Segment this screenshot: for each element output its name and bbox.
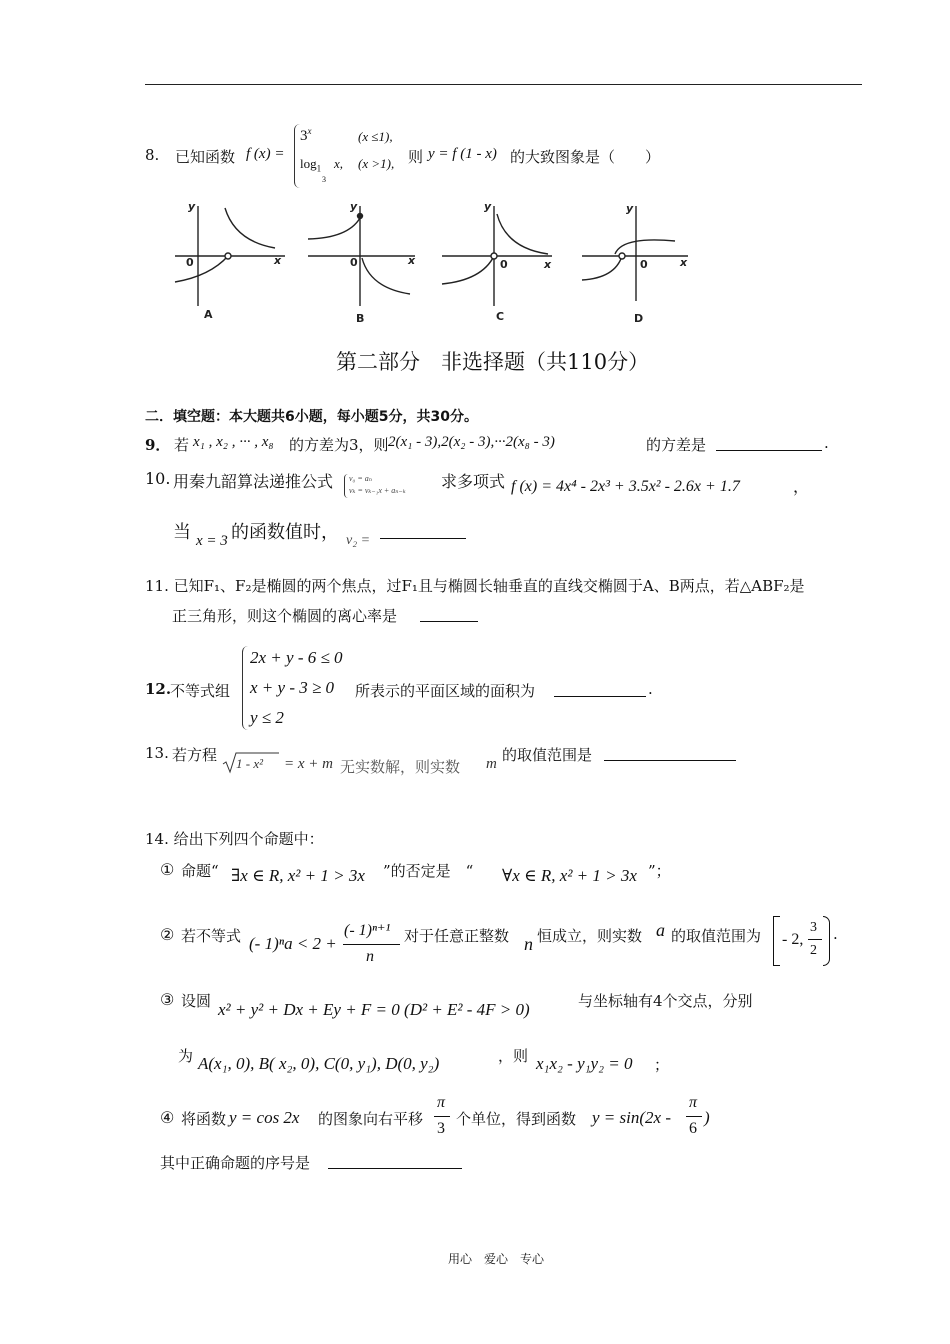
graph-b-label: B <box>356 312 365 325</box>
q10-x-value: x = 3 <box>196 533 228 549</box>
q8-case2: $\log_1$ <box>300 156 322 174</box>
graph-b-y-label: y <box>350 200 358 213</box>
q9-vars: x₁ , x₂ , ··· , x₈ <box>193 434 274 450</box>
q9-text1: 若 <box>174 436 190 454</box>
q10-brace <box>344 474 348 498</box>
q12-ineq1: 2x + y - 6 ≤ 0 <box>250 648 343 667</box>
q14-p4-text2: 的图象向右平移 <box>318 1110 424 1128</box>
q8-fx: f (x) = <box>246 146 285 162</box>
q14-answer-label: 其中正确命题的序号是 <box>160 1154 311 1172</box>
q12-number: 12. <box>145 680 172 698</box>
q10-rec1: v₀ = aₙ <box>349 474 372 483</box>
q10-line2a: 当 <box>173 522 191 543</box>
q14-p4-gden: 6 <box>689 1120 697 1137</box>
graph-a-x-label: x <box>274 254 282 267</box>
q13-answer-blank[interactable] <box>604 746 736 761</box>
q14-p2-numerator: (- 1)ⁿ⁺¹ <box>344 922 391 939</box>
q14-p4-text1: 将函数 <box>181 1110 227 1128</box>
q14-p2-mark: ② <box>160 925 175 944</box>
q14-p4-gbar <box>686 1116 702 1117</box>
q10-rec2: vₖ = vₖ₋₁x + aₙ₋ₖ <box>349 486 406 495</box>
graph-c-x-label: x <box>544 258 552 271</box>
q14-p2-denominator: n <box>366 948 374 965</box>
q13-text2: 无实数解，则实数 <box>340 758 461 776</box>
q11-line2: 正三角形，则这个椭圆的离心率是 <box>172 607 398 625</box>
q12-text2: 所表示的平面区域的面积为 <box>355 682 536 700</box>
graph-c-y-label: y <box>484 200 492 213</box>
q14-p1-text1: 命题“ <box>181 862 219 880</box>
q8-then: 则 <box>408 148 424 166</box>
graph-d <box>582 206 688 301</box>
q13-text1: 若方程 <box>172 746 218 764</box>
q12-ineq3: y ≤ 2 <box>250 708 284 727</box>
q14-p1-expr2: ∀x ∈ R, x² + 1 > 3x <box>502 866 637 885</box>
q14-p3-text1: 设圆 <box>181 992 212 1010</box>
q14-p4-num: π <box>437 1094 446 1111</box>
q14-p4-bar <box>434 1116 450 1117</box>
graph-a-y-label: y <box>188 200 196 213</box>
q14-p2-range-left: - 2, <box>782 931 804 948</box>
q8-case2-cond: (x >1), <box>358 156 395 171</box>
q12-end: . <box>648 680 653 698</box>
q10-comma: ， <box>793 477 810 496</box>
q10-v2: v₂ = <box>346 533 371 548</box>
q9-answer-blank[interactable] <box>716 436 822 451</box>
q8-case1: 3$^x$ <box>300 126 312 144</box>
q14-p1-text3: ”； <box>648 862 671 880</box>
q12-answer-blank[interactable] <box>554 682 646 697</box>
q10-text2: 求多项式 <box>441 472 506 491</box>
graph-c-origin: 0 <box>500 258 508 271</box>
q14-p4-mark: ④ <box>160 1108 175 1127</box>
q10-number: 10. <box>145 469 171 488</box>
graph-d-y-label: y <box>626 202 634 215</box>
q14-p4-gnum: π <box>689 1094 698 1111</box>
q14-intro: 14. 给出下列四个命题中： <box>145 830 324 848</box>
q8-prefix: 已知函数 <box>175 148 236 166</box>
q14-p3-line2b: ，则 <box>498 1047 529 1065</box>
q10-answer-blank[interactable] <box>380 524 466 539</box>
q14-p2-text1: 若不等式 <box>181 927 242 945</box>
q14-p2-text2: 对于任意正整数 <box>404 927 510 945</box>
q14-p3-line2a: 为 <box>178 1047 194 1065</box>
q10-poly: f (x) = 4x⁴ - 2x³ + 3.5x² - 2.6x + 1.7 <box>511 478 740 495</box>
page-footer: 用心 爱心 专心 <box>448 1252 545 1266</box>
q14-p4-text3: 个单位，得到函数 <box>456 1110 577 1128</box>
q10-line2c: 的函数值时， <box>231 522 339 543</box>
q14-p4-den: 3 <box>437 1120 445 1137</box>
q14-p4-f: y = cos 2x <box>229 1108 300 1127</box>
q9-expr: 2(x₁ - 3),2(x₂ - 3),···2(x₈ - 3) <box>388 434 555 450</box>
graph-a-label: A <box>204 308 213 321</box>
q14-p3-points: A(x₁, 0), B( x₂, 0), C(0, y₁), D(0, y₂) <box>198 1054 440 1073</box>
q14-p2-a: a <box>656 920 665 940</box>
q11-answer-blank[interactable] <box>420 607 478 622</box>
q8-case2-var: x, <box>334 156 344 171</box>
q14-p2-n: n <box>524 934 533 954</box>
q12-ineq2: x + y - 3 ≥ 0 <box>250 678 335 697</box>
q14-p2-text3: 恒成立，则实数 <box>537 927 643 945</box>
q14-p1-expr1: ∃x ∈ R, x² + 1 > 3x <box>231 866 365 885</box>
graph-b <box>308 206 415 306</box>
section2-heading: 二．填空题：本大题共6小题，每小题5分，共30分。 <box>145 409 478 425</box>
q9-end: . <box>824 434 829 452</box>
graph-d-origin: 0 <box>640 258 648 271</box>
q8-number: 8. <box>145 146 160 164</box>
q13-sqrt: 1 - x² <box>236 756 263 771</box>
q12-brace <box>242 646 249 730</box>
graph-c <box>442 206 552 306</box>
q9-text2: 的方差为3，则 <box>289 436 389 454</box>
q14-p2-range-num: 3 <box>810 920 817 935</box>
q8-target: y = f (1 - x) <box>428 146 497 162</box>
q14-p2-bracket-right <box>823 916 830 966</box>
q14-answer-blank[interactable] <box>328 1154 462 1169</box>
q14-p2-range-bar <box>808 939 822 940</box>
q13-number: 13. <box>145 744 169 762</box>
q13-var: m <box>486 756 497 772</box>
q14-p4-g2: ) <box>704 1108 710 1127</box>
q14-p1-text2: ”的否定是 “ <box>383 862 474 880</box>
q14-p2-lhs: (- 1)ⁿa < 2 + <box>249 934 337 953</box>
q9-text3: 的方差是 <box>646 436 707 454</box>
q14-p2-end: . <box>833 925 838 943</box>
q10-text1: 用秦九韶算法递推公式 <box>173 472 334 491</box>
q14-p2-range-den: 2 <box>810 943 817 958</box>
graph-d-label: D <box>634 312 644 325</box>
q14-p3-end: ； <box>654 1056 670 1074</box>
q8-suffix: 的大致图象是（ ） <box>510 148 661 166</box>
q13-text3: 的取值范围是 <box>502 746 593 764</box>
q14-p3-mark: ③ <box>160 990 175 1009</box>
q13-eq: = x + m <box>284 756 333 772</box>
graph-b-origin: 0 <box>350 256 358 269</box>
q8-case1-cond: (x ≤1), <box>358 129 393 144</box>
q14-p3-expr: x² + y² + Dx + Ey + F = 0 (D² + E² - 4F > 0) <box>218 1000 530 1019</box>
q8-graphs <box>170 196 700 326</box>
q14-p2-bracket-left <box>773 916 780 966</box>
q14-p2-text4: 的取值范围为 <box>671 927 762 945</box>
part2-title: 第二部分 非选择题（共110分） <box>336 350 650 374</box>
header-rule <box>145 84 862 85</box>
graph-a-origin: 0 <box>186 256 194 269</box>
q8-case2-base: 3 <box>322 175 326 184</box>
q12-text: 不等式组 <box>170 682 231 700</box>
q11-line1: 11. 已知F₁、F₂是椭圆的两个焦点，过F₁且与椭圆长轴垂直的直线交椭圆于A、B两点，若△ABF₂是 <box>145 577 805 595</box>
q14-p1-mark: ① <box>160 860 175 879</box>
q14-p3-result: x₁x₂ - y₁y₂ = 0 <box>536 1054 633 1073</box>
graph-c-label: C <box>496 310 505 323</box>
q14-p2-fraction-bar <box>343 944 400 945</box>
q14-p4-g1: y = sin(2x - <box>592 1108 671 1127</box>
q9-number: 9． <box>145 436 171 454</box>
graph-d-x-label: x <box>680 256 688 269</box>
graph-b-x-label: x <box>408 254 416 267</box>
q14-p3-text2: 与坐标轴有4个交点，分别 <box>578 992 753 1010</box>
